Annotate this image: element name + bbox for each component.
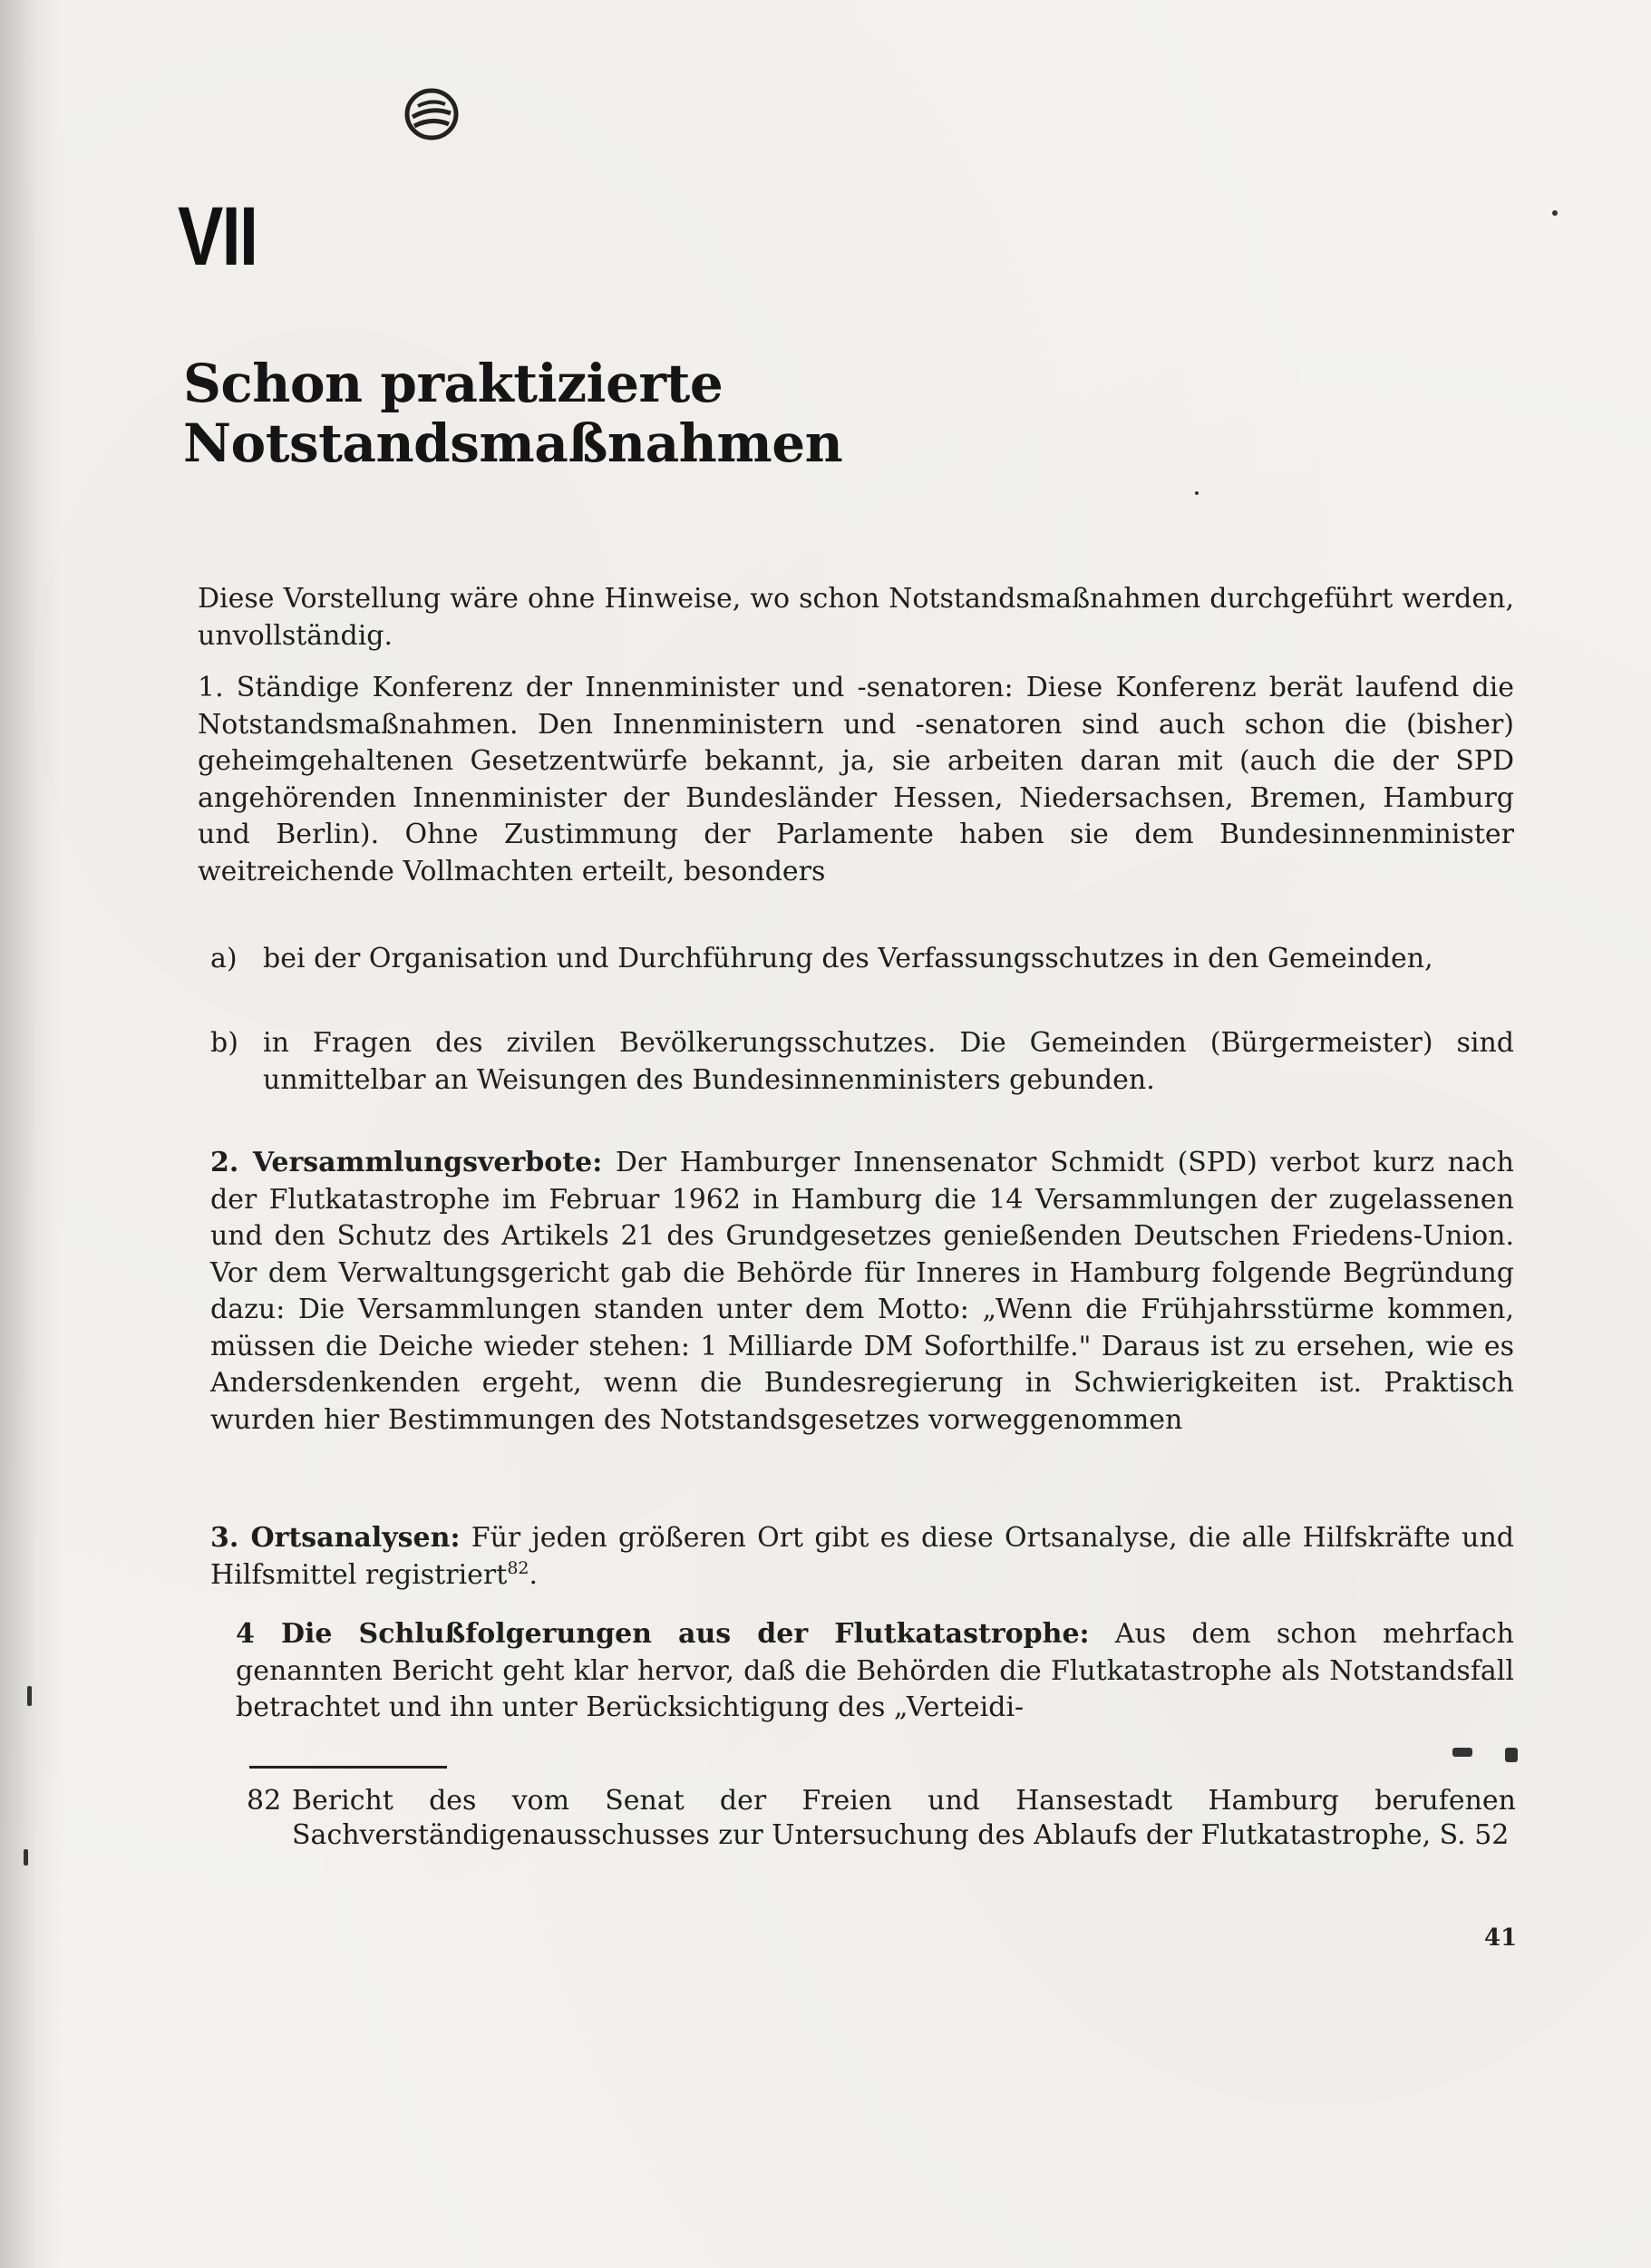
paragraph-3-end: . (529, 1558, 539, 1591)
page-number: 41 (1484, 1924, 1518, 1952)
paragraph-4 (236, 1616, 1514, 1727)
paragraph-2 (210, 1145, 1514, 1439)
sublist-item-b (210, 1025, 1514, 1099)
paragraph-2-heading: 2. Versammlungsverbote: (210, 1147, 603, 1178)
paragraph-2-text: Der Hamburger Innensenator Schmidt (SPD) verbot kurz nach der Flutkatastrophe im Februar 1962 in Hamburg die 14 Versammlungen der zugelassenen und den Schutz des Artikels 21 des Grundgesetzes genießenden Deutschen Friedens-Union. Vor dem Verwaltungsgericht gab die Behörde für Inneres in Hamburg folgende Begründung dazu: Die Versammlungen standen unter dem Motto: „Wenn die Frühjahrsstürme kommen, müssen die Deiche wieder stehen: 1 Milliarde DM Soforthilfe." Daraus ist zu ersehen, wie es Andersdenkenden ergeht, wenn die Bundesregierung in Schwierigkeiten ist. Praktisch wurden hier Bestimmungen des Notstandsgesetzes vorweggenommen (210, 1147, 1514, 1436)
chapter-number: VII (178, 190, 257, 283)
chapter-title-line-2: Notstandsmaßnahmen (183, 412, 843, 474)
paragraph-3-text: Für jeden größeren Ort gibt es diese Ortsanalyse, die alle Hilfskräfte und Hilfsmittel registriert (210, 1522, 1514, 1591)
print-speck (24, 1849, 28, 1866)
page-edge-shadow (0, 0, 63, 2268)
footnote-text: Bericht des vom Senat der Freien und Hansestadt Hamburg berufenen Sachverständigenausschusses zur Untersuchung des Ablaufs der Flutkatastrophe, S. 52 (292, 1785, 1516, 1851)
intro-paragraph: Diese Vorstellung wäre ohne Hinweise, wo schon Notstandsmaßnahmen durchgeführt werden, unvollständig. (198, 583, 1514, 652)
sublist-marker: a) (210, 943, 238, 974)
sublist-text: in Fragen des zivilen Bevölkerungsschutzes. Die Gemeinden (Bürgermeister) sind unmittelbar an Weisungen des Bundesinnenministers gebunden. (263, 1027, 1514, 1096)
print-speck (1505, 1748, 1518, 1762)
print-speck (1552, 210, 1558, 216)
print-speck (27, 1686, 32, 1706)
footnote-reference[interactable]: 82 (507, 1557, 529, 1578)
sublist-marker: b) (210, 1027, 238, 1059)
footnote-number: 82 (247, 1785, 282, 1817)
publisher-logo-icon (403, 86, 460, 142)
paragraph-1-text: Ständige Konferenz der Innenminister und -senatoren: Diese Konferenz berät laufend die Notstandsmaßnahmen. Den Innenministern und -senatoren sind auch schon die (bisher) geheimgehaltenen Gesetzentwürfe bekannt, ja, sie arbeiten daran mit (auch die der SPD angehörenden Innenminister der Bundesländer Hessen, Niedersachsen, Bremen, Hamburg und Berlin). Ohne Zustimmung der Parlamente haben sie dem Bundesinnenminister weitreichende Vollmachten erteilt, besonders (198, 672, 1514, 887)
chapter-title (183, 354, 842, 473)
paragraph-3-heading: 3. Ortsanalysen: (210, 1522, 461, 1554)
print-speck (1452, 1748, 1472, 1757)
sublist-item-a (210, 941, 1514, 978)
sublist-text: bei der Organisation und Durchführung des Verfassungsschutzes in den Gemeinden, (263, 943, 1433, 974)
print-speck (1195, 491, 1199, 495)
footnote (247, 1784, 1516, 1853)
paragraph-1-number: 1. (198, 672, 224, 703)
footnote-divider (249, 1766, 447, 1769)
paragraph-4-text: Aus dem schon mehrfach genannten Bericht geht klar hervor, daß die Behörden die Flutkatastrophe als Notstandsfall betrachtet und ihn unter Berücksichtigung des „Verteidi- (236, 1618, 1514, 1723)
chapter-title-line-1: Schon praktizierte (183, 353, 724, 414)
paragraph-1 (198, 670, 1514, 890)
paragraph-3 (210, 1520, 1514, 1594)
paragraph-4-heading: 4 Die Schlußfolgerungen aus der Flutkatastrophe: (236, 1618, 1090, 1650)
